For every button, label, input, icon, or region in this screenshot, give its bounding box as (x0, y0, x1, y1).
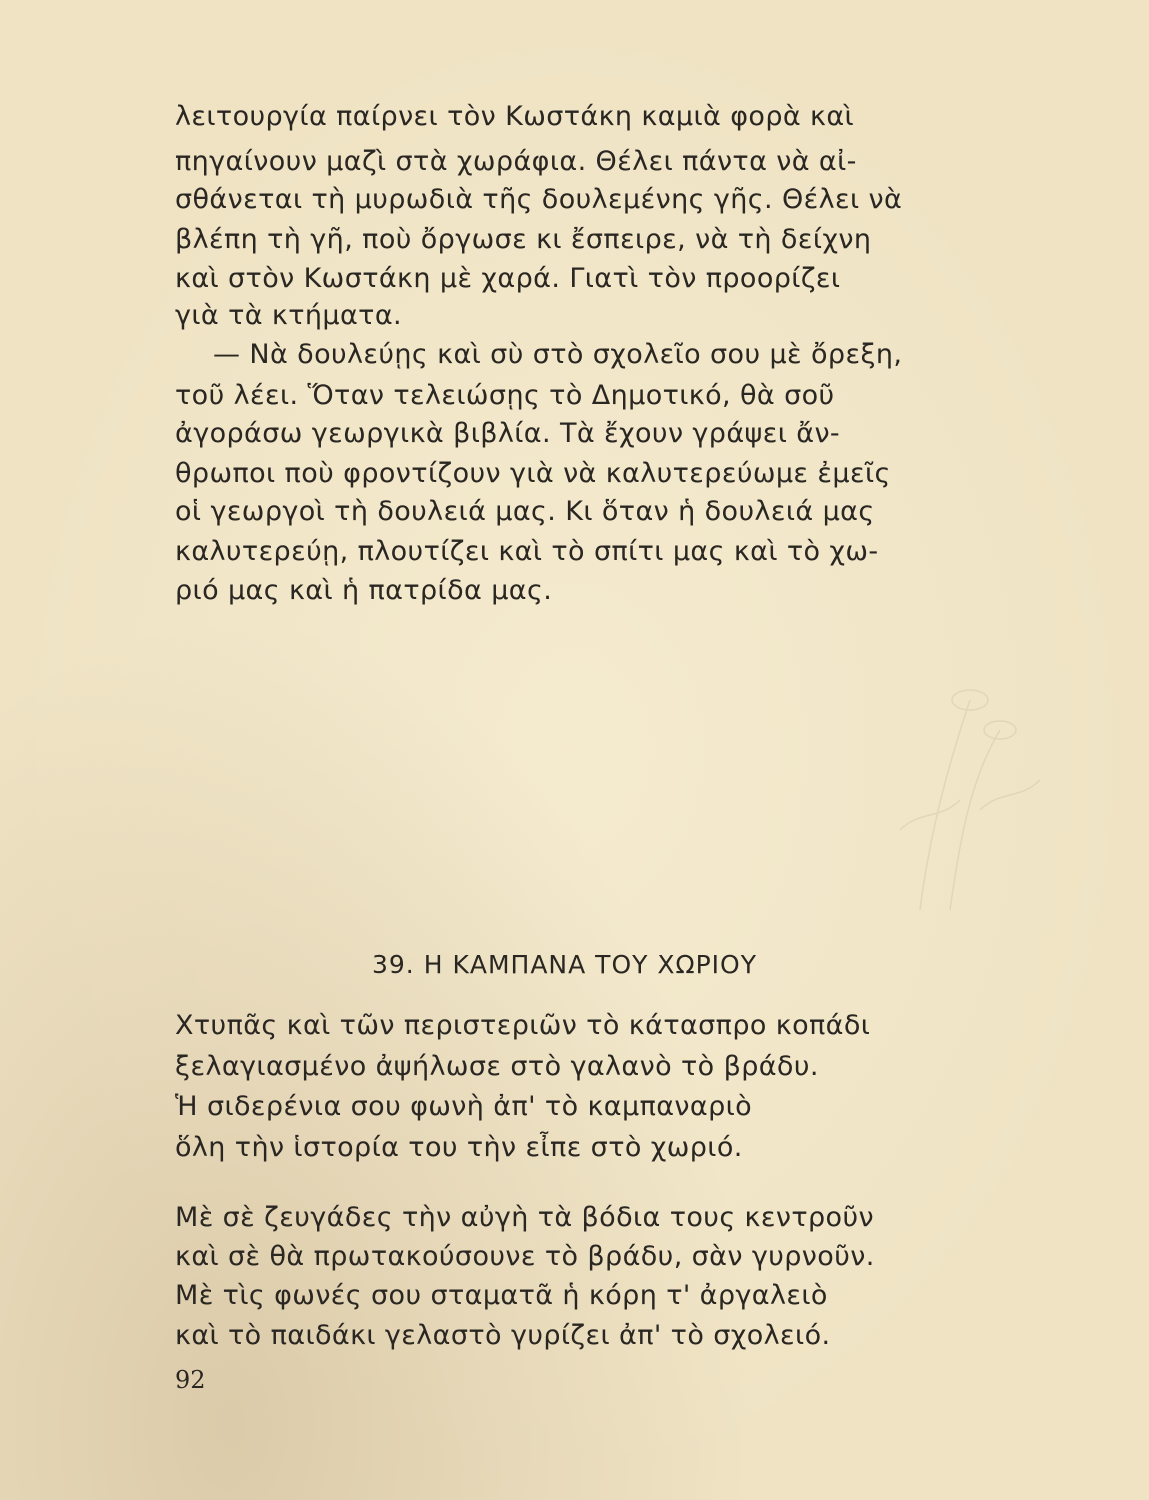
text-line: καλυτερεύῃ, πλουτίζει καὶ τὸ σπίτι μας καὶ τὸ χω- (175, 536, 879, 567)
text-line: ἀγοράσω γεωργικὰ βιβλία. Τὰ ἔχουν γράψει ἄν- (175, 418, 841, 449)
poem-line: Ἡ σιδερένια σου φωνὴ ἀπ' τὸ καμπαναριὸ (175, 1091, 753, 1122)
text-line: γιὰ τὰ κτήματα. (175, 300, 403, 331)
poem-line: καὶ σὲ θὰ πρωτακούσουνε τὸ βράδυ, σὰν γυρνοῦν. (175, 1241, 875, 1272)
text-line: θρωποι ποὺ φροντίζουν γιὰ νὰ καλυτερεύωμε ἐμεῖς (175, 458, 891, 489)
poem-line: ξελαγιασμένο ἀψήλωσε στὸ γαλανὸ τὸ βράδυ. (175, 1051, 819, 1082)
text-line: βλέπη τὴ γῆ, ποὺ ὄργωσε κι ἔσπειρε, νὰ τὴ δείχνη (175, 224, 872, 255)
poem-line: Χτυπᾶς καὶ τῶν περιστεριῶν τὸ κάτασπρο κοπάδι (175, 1010, 871, 1041)
text-line: καὶ στὸν Κωστάκη μὲ χαρά. Γιατὶ τὸν προορίζει (175, 263, 841, 294)
text-line: λειτουργία παίρνει τὸν Κωστάκη καμιὰ φορὰ καὶ (175, 101, 855, 132)
poem-line: Μὲ τὶς φωνές σου σταματᾶ ἡ κόρη τ' ἀργαλειὸ (175, 1280, 828, 1311)
poem-line: ὅλη τὴν ἱστορία του τὴν εἶπε στὸ χωριό. (175, 1132, 743, 1163)
text-line: σθάνεται τὴ μυρωδιὰ τῆς δουλεμένης γῆς. Θέλει νὰ (175, 184, 903, 215)
poem-line: καὶ τὸ παιδάκι γελαστὸ γυρίζει ἀπ' τὸ σχολειό. (175, 1320, 831, 1351)
show-through-illustration (800, 610, 1130, 970)
text-line: τοῦ λέει. Ὅταν τελειώσῃς τὸ Δημοτικό, θὰ σοῦ (175, 380, 835, 411)
poem-line: Μὲ σὲ ζευγάδες τὴν αὐγὴ τὰ βόδια τους κεντροῦν (175, 1202, 874, 1233)
text-line: ριό μας καὶ ἡ πατρίδα μας. (175, 575, 553, 606)
text-line: πηγαίνουν μαζὶ στὰ χωράφια. Θέλει πάντα νὰ αἰ- (175, 146, 857, 177)
text-line: — Νὰ δουλεύῃς καὶ σὺ στὸ σχολεῖο σου μὲ ὄρεξη, (213, 339, 903, 370)
page-number: 92 (175, 1366, 206, 1394)
section-heading: 39. Η ΚΑΜΠΑΝΑ ΤΟΥ ΧΩΡΙΟΥ (372, 950, 757, 979)
text-line: οἱ γεωργοὶ τὴ δουλειά μας. Κι ὅταν ἡ δουλειά μας (175, 496, 875, 527)
